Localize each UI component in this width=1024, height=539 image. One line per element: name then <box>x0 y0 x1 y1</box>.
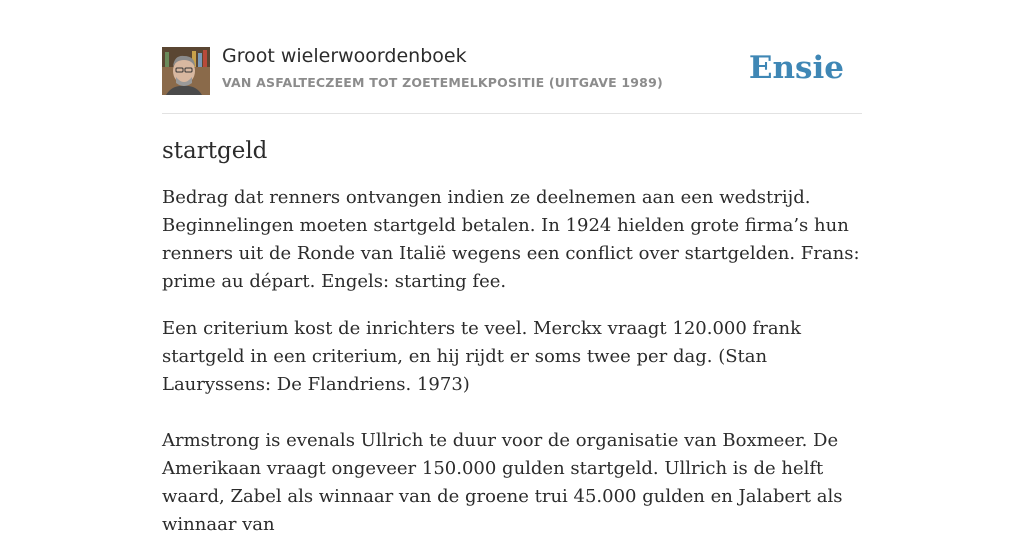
book-subtitle: VAN ASFALTECZEEM TOT ZOETEMELKPOSITIE (UITGAVE 1989) <box>222 75 663 90</box>
header <box>162 0 862 114</box>
entry-definition: Bedrag dat renners ontvangen indien ze deelnemen aan een wedstrijd. Beginnelingen moeten startgeld betalen. In 1924 hielden grote firma’s hun renners uit de Ronde van Italië wegens een conflict over startgelden. Frans: prime au départ. Engels: starting fee. <box>162 187 860 292</box>
author-avatar[interactable] <box>162 47 210 95</box>
entry-quote-2: Armstrong is evenals Ullrich te duur voor de organisatie van Boxmeer. De Amerikaan vraagt ongeveer 150.000 gulden startgeld. Ullrich is de helft waard, Zabel als winnaar van de groene trui 45.000 gulden en Jalabert als winnaar van <box>162 430 843 535</box>
content-container <box>162 0 862 539</box>
book-title[interactable]: Groot wielerwoordenboek <box>222 45 467 67</box>
avatar-icon <box>162 47 210 95</box>
entry-headword: startgeld <box>162 138 268 164</box>
quote-spacer <box>162 399 862 427</box>
ensie-logo[interactable]: Ensie <box>748 50 844 86</box>
entry-quote-1: Een criterium kost de inrichters te veel. Merckx vraagt 120.000 frank startgeld in een criterium, en hij rijdt er soms twee per dag. (Stan Lauryssens: De Flandriens. 1973) <box>162 318 802 395</box>
